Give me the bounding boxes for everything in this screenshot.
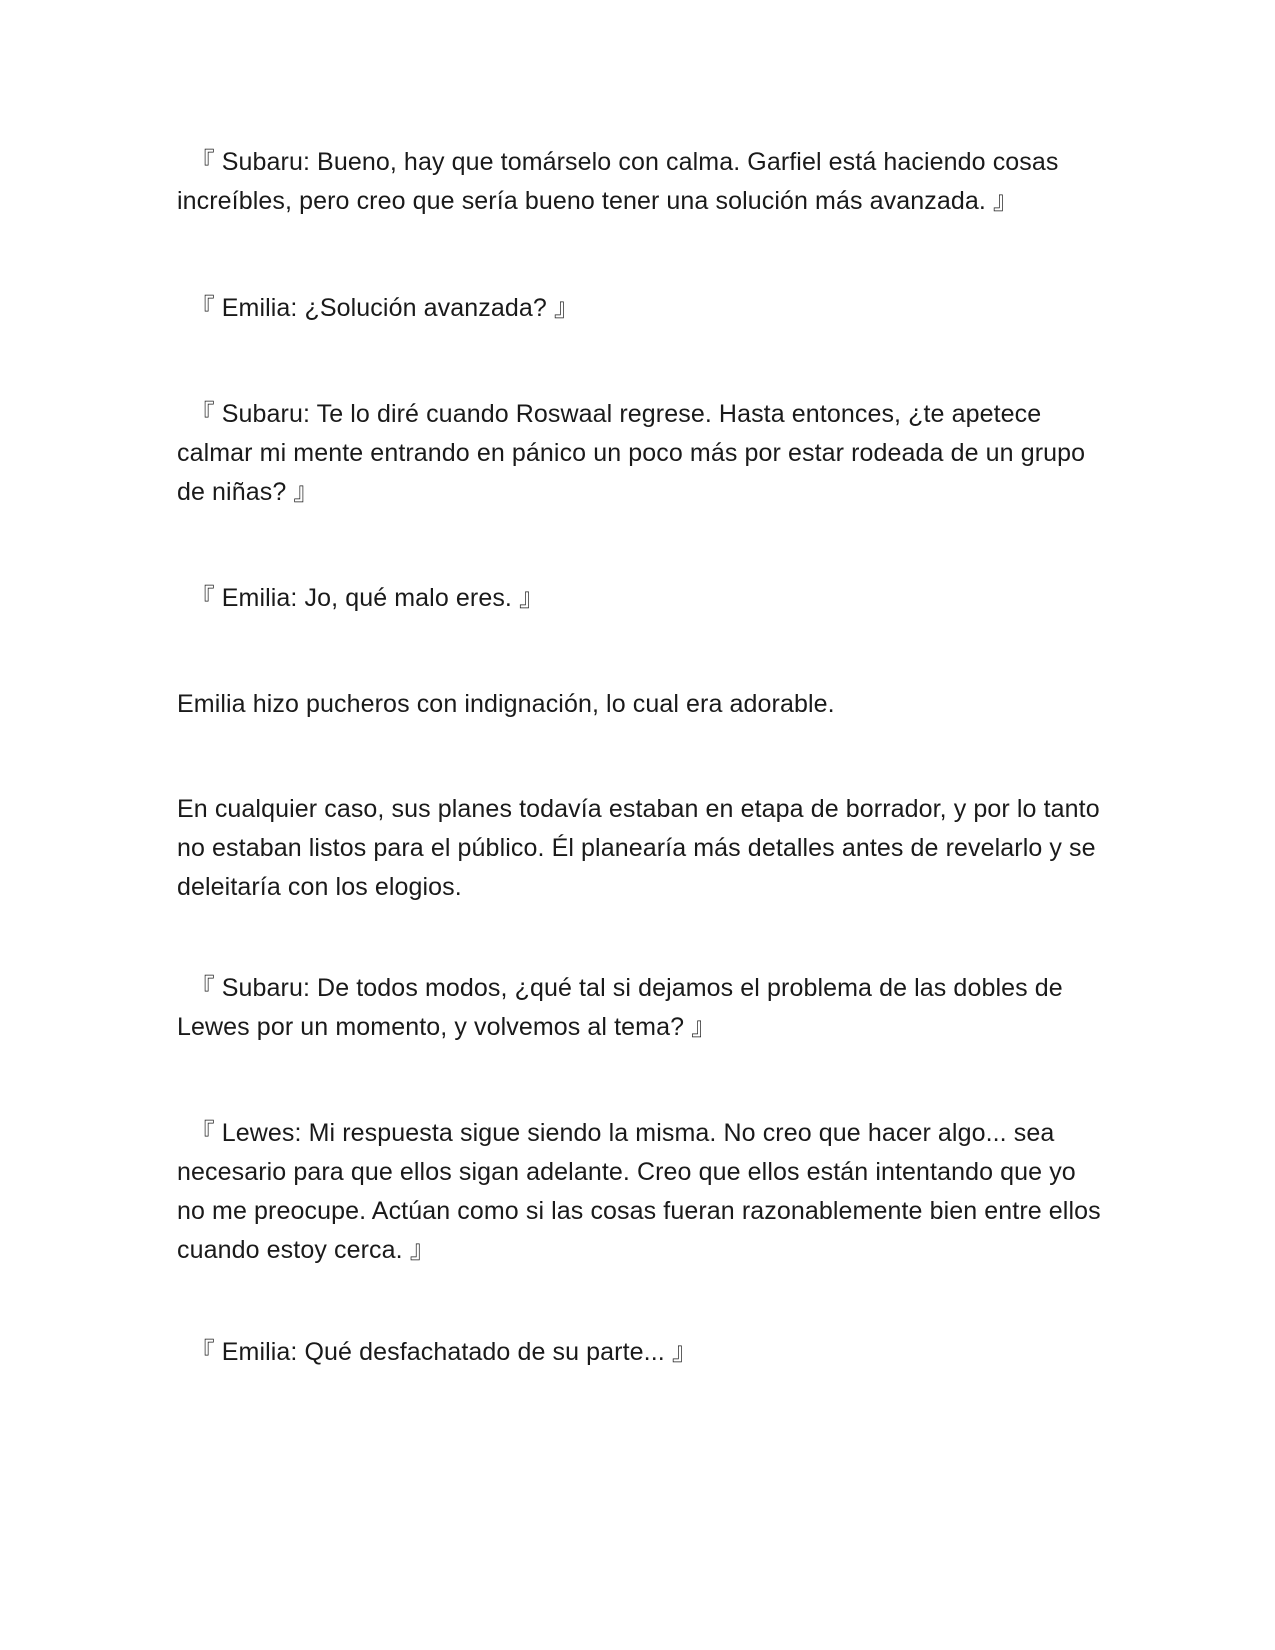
dialogue-emilia-2: 『 Emilia: Jo, qué malo eres. 』 (177, 584, 545, 612)
narration-2: En cualquier caso, sus planes todavía estaban en etapa de borrador, y por lo tanto no estaban listos para el público. Él planearía más detalles antes de revelarlo y se deleitaría con los elogios. (177, 795, 1100, 901)
dialogue-subaru-3: 『 Subaru: De todos modos, ¿qué tal si dejamos el problema de las dobles de Lewes por un momento, y volvemos al tema? 』 (177, 974, 1063, 1041)
dialogue-subaru-2: 『 Subaru: Te lo diré cuando Roswaal regrese. Hasta entonces, ¿te apetece calmar mi mente entrando en pánico un poco más por estar rodeada de un grupo de niñas? 』 (177, 400, 1086, 506)
dialogue-emilia-3: 『 Emilia: Qué desfachatado de su parte... 』 (177, 1338, 697, 1366)
narration-1: Emilia hizo pucheros con indignación, lo cual era adorable. (177, 690, 835, 718)
dialogue-subaru-1: 『 Subaru: Bueno, hay que tomárselo con calma. Garfiel está haciendo cosas increíbles, pero creo que sería bueno tener una solución más avanzada. 』 (177, 148, 1059, 215)
dialogue-lewes-1: 『 Lewes: Mi respuesta sigue siendo la misma. No creo que hacer algo... sea necesario para que ellos sigan adelante. Creo que ellos están intentando que yo no me preocupe. Actúan como si las cosas fueran razonablemente bien entre ellos cuando estoy cerca. 』 (177, 1119, 1101, 1264)
dialogue-emilia-1: 『 Emilia: ¿Solución avanzada? 』 (177, 294, 579, 322)
